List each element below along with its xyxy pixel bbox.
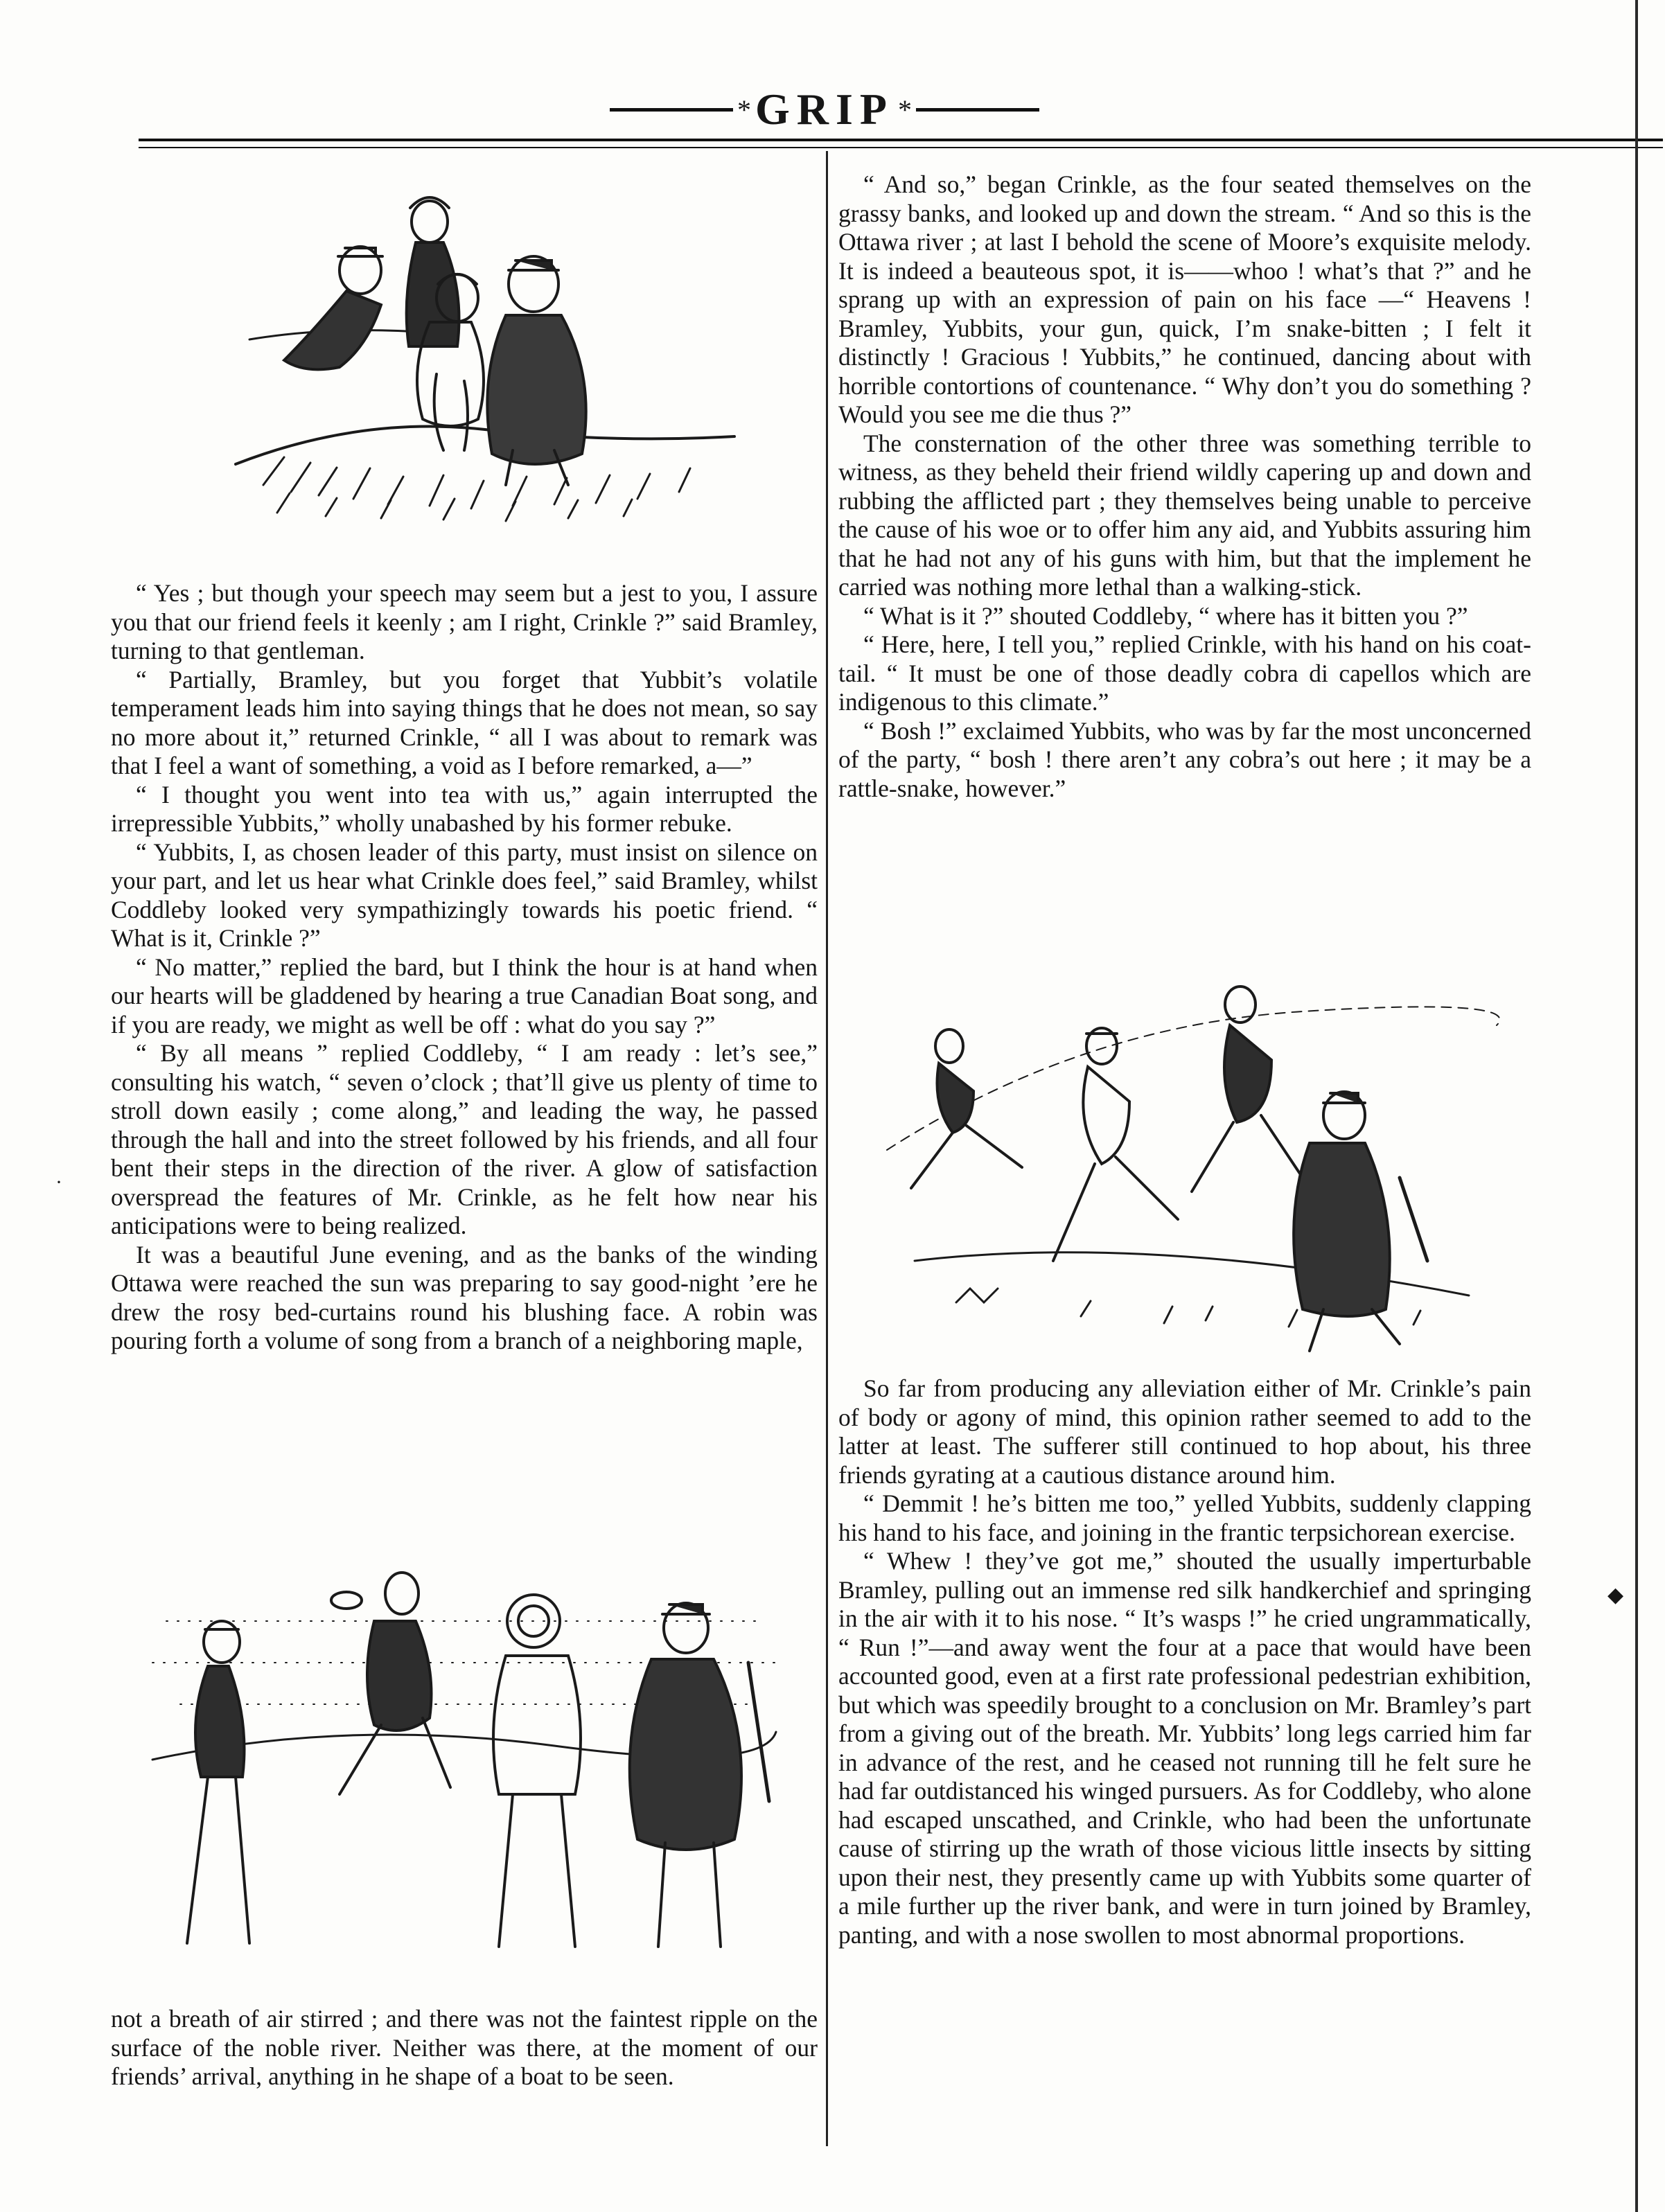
paragraph: “ No matter,” replied the bard, but I think the hour is at hand when our hearts will be gladdened by hearing a true Canadian Boat song, and if you are ready, we might as well be off : what do you say ?” (111, 953, 818, 1038)
page-title: GRIP (755, 85, 894, 134)
paragraph: “ By all means ” replied Coddleby, “ I am ready : let’s see,” consulting his watch, “ seven o’clock ; that’ll give us plenty of time to stroll down easily ; come along,” and leading the way, he passed through the hall and into the street followed by his friends, and all four bent their steps in the direction of the river. A glow of satisfaction overspread the features of Mr. Crinkle, as he felt how near his anticipations were to being realized. (111, 1039, 818, 1239)
left-column-block-2 (111, 2005, 818, 2091)
column-divider (826, 151, 828, 2146)
paragraph: “ And so,” began Crinkle, as the four seated themselves on the grassy banks, and looked up and down the stream. “ And so this is the Ottawa river ; at last I behold the scene of Moore’s exquisite melody. It is indeed a beauteous spot, it is——whoo ! what’s that ?” and he sprang up with an expression of pain on his face —“ Heavens ! Bramley, Yubbits, your gun, quick, I’m snake-bitten ; I felt it distinctly ! Gracious ! Yubbits,” he continued, dancing about with horrible contortions of countenance. “ Why don’t you do something ? Would you see me die thus ?” (838, 170, 1531, 428)
paragraph: “ Yubbits, I, as chosen leader of this party, must insist on silence on your part, and let us hear what Crinkle does feel,” said Bramley, whilst Coddleby looked very sympathizingly towards his poetic friend. “ What is it, Crinkle ?” (111, 838, 818, 952)
illustration-seated-friends (222, 166, 748, 527)
paragraph: “ Bosh !” exclaimed Yubbits, who was by far the most unconcerned of the party, “ bosh ! there aren’t any cobra’s out here ; it may be a rattle-snake, however.” (838, 716, 1531, 802)
paragraph: “ I thought you went into tea with us,” again interrupted the irrepressible Yubbits,” wholly unabashed by his former rebuke. (111, 780, 818, 837)
header-rule (139, 139, 1663, 141)
ornament-right: * (898, 94, 912, 125)
masthead-rule-right (916, 108, 1039, 112)
paragraph: “ What is it ?” shouted Coddleby, “ where has it bitten you ?” (863, 601, 1468, 630)
paragraph: It was a beautiful June evening, and as the banks of the winding Ottawa were reached the sun was preparing to say good-night ’ere he drew the rosy bed-curtains round his blushing face. A robin was pouring forth a volume of song from a branch of a neighboring maple, (111, 1240, 818, 1354)
right-column-block-2 (838, 1374, 1531, 1949)
paragraph: So far from producing any alleviation either of Mr. Crinkle’s pain of body or agony of mind, this opinion rather seemed to add to the latter at least. The sufferer still continued to hop about, his three friends gyrating at a cautious distance around him. (838, 1374, 1531, 1489)
paragraph: The consternation of the other three was something terrible to witness, as they beheld their friend wildly capering up and down and rubbing the afflicted part ; they themselves being unable to perceive the cause of his woe or to offer him any aid, and Yubbits assuring him that he had not any of his guns with him, but that the implement he carried was nothing more lethal than a walking-stick. (838, 429, 1531, 601)
paragraph: “ Partially, Bramley, but you forget that Yubbit’s volatile temperament leads him into saying things that he does not mean, so say no more about it,” returned Crinkle, “ all I was about to remark was that I feel a want of something, a void as I before remarked, a—” (111, 665, 818, 779)
illustration-startled-friends (139, 1538, 790, 1981)
left-column-block-1 (111, 579, 818, 1356)
paragraph: “ Here, here, I tell you,” replied Crinkle, with his hand on his coat-tail. “ It must be one of those deadly cobra di capellos which are indigenous to this climate.” (838, 630, 1531, 716)
paragraph: “ Whew ! they’ve got me,” shouted the usually imperturbable Bramley, pulling out an immense red silk handkerchief and springing in the air with it to his nose. “ It’s wasps !” he cried ungrammatically, “ Run !”—and away went the four at a pace that would have been accounted good, even at a first rate professional pedestrian exhibition, but which was speedily brought to a conclusion on Mr. Bramley’s part from a giving out of the breath. Mr. Yubbits’ long legs carried him far in advance of the rest, and he ceased not running till he felt sure he had far outdistanced his winged pursuers. As for Coddleby, who alone had escaped unscathed, and Crinkle, who had been the unfortunate cause of stirring up the wrath of those vicious little insects by sitting upon their nest, they presently came up with Yubbits some quarter of a mile further up the river bank, and were in turn joined by Bramley, panting, and with a nose swollen to most abnormal proportions. (838, 1547, 1531, 1949)
paragraph: not a breath of air stirred ; and there was not the faintest ripple on the surface of the noble river. Neither was there, at the moment of our friends’ arrival, anything in he shape of a boat to be seen. (111, 2005, 818, 2090)
paragraph: “ Yes ; but though your speech may seem but a jest to you, I assure you that our friend feels it keenly ; am I right, Crinkle ?” said Bramley, turning to that gentleman. (111, 579, 818, 664)
illustration-running-friends (873, 970, 1510, 1358)
paragraph: “ Demmit ! he’s bitten me too,” yelled Yubbits, suddenly clapping his hand to his face, and joining in the frantic terpsichorean exercise. (838, 1489, 1531, 1546)
ornament-left: * (737, 94, 751, 125)
header-rule-thin (139, 147, 1663, 148)
ink-mark: · (55, 1171, 62, 1194)
masthead-rule-left (610, 108, 733, 112)
page-edge (1635, 0, 1638, 2212)
right-column-block-1 (838, 170, 1531, 803)
ink-mark: ◆ (1607, 1584, 1624, 1607)
masthead (610, 82, 1039, 137)
